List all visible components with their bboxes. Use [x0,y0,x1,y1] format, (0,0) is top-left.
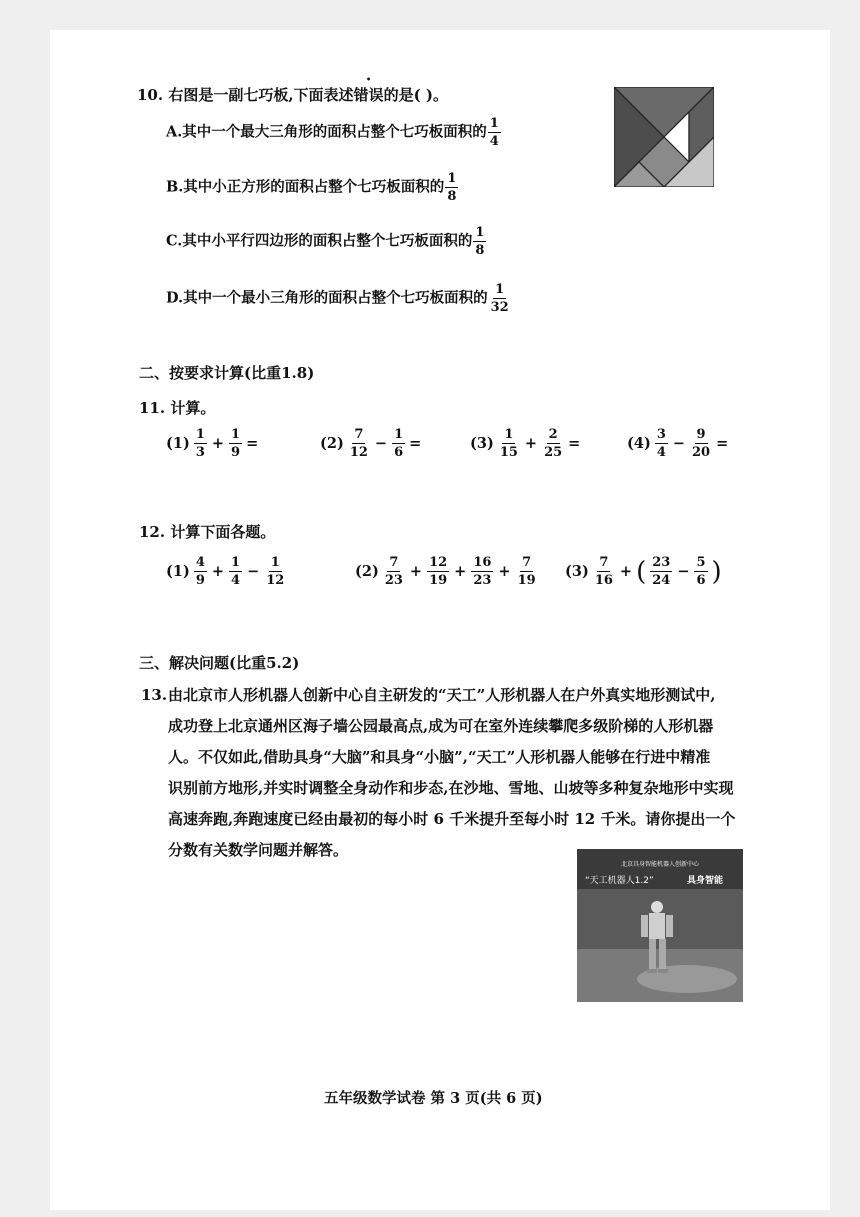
fraction: $\frac{1}{32}$ [490,282,509,315]
fraction: $\frac{1}{9}$ [231,427,241,460]
fraction: $\frac{1}{8}$ [447,171,457,204]
q12-item-2: (2) $\frac{7}{23}$ + $\frac{12}{19}$ + $\frac{16}{23}$ + $\frac{7}{19}$ [355,555,536,588]
fraction: $\frac{1}{6}$ [394,427,404,460]
exam-page [50,30,830,1210]
q12-item-1: (1) $\frac{4}{9}$ + $\frac{1}{4}$ − $\frac{1}{12}$ [166,555,285,588]
q13-line: 由北京市人形机器人创新中心自主研发的“天工”人形机器人在户外真实地形测试中, [168,686,716,704]
q13-line: 成功登上北京通州区海子墙公园最高点,成为可在室外连续攀爬多级阶梯的人形机器 [168,717,714,735]
fraction: $\frac{5}{6}$ [696,555,706,588]
q13-line: 高速奔跑,奔跑速度已经由最初的每小时 6 千米提升至每小时 12 千米。请你提出一个 [168,810,736,828]
fraction: $\frac{2}{25}$ [544,427,563,460]
fraction: $\frac{1}{3}$ [195,427,205,460]
q11-item-3: (3) $\frac{1}{15}$ + $\frac{2}{25}$ = [470,427,581,460]
q11-item-4: (4) $\frac{3}{4}$ − $\frac{9}{20}$ = [627,427,729,460]
q13-line: 识别前方地形,并实时调整全身动作和步态,在沙地、雪地、山坡等多种复杂地形中实现 [168,779,734,797]
fraction: $\frac{1}{4}$ [231,555,241,588]
fraction: $\frac{23}{24}$ [652,555,671,588]
fraction: $\frac{7}{16}$ [594,555,613,588]
fraction: $\frac{3}{4}$ [656,427,666,460]
q10-option-c: C.其中小平行四边形的面积占整个七巧板面积的 $\frac{1}{8}$ [166,225,485,258]
tangram-figure [614,87,714,187]
q12-item-3: (3) $\frac{7}{16}$ + ( $\frac{23}{24}$ − $\frac{5}{6}$ ) [565,555,722,588]
fraction: $\frac{1}{8}$ [475,225,485,258]
page-footer: 五年级数学试卷 第 3 页(共 6 页) [324,1090,543,1107]
fraction: $\frac{7}{23}$ [384,555,403,588]
q13-line: 人。不仅如此,借助具身“大脑”和具身“小脑”,“天工”人形机器人能够在行进中精准 [168,748,711,766]
fraction: $\frac{7}{12}$ [349,427,368,460]
fraction: $\frac{7}{19}$ [517,555,536,588]
q10-emphasis: 错误 [353,86,384,104]
q10-option-a: A.其中一个最大三角形的面积占整个七巧板面积的 $\frac{1}{4}$ [166,116,499,149]
fraction: $\frac{4}{9}$ [195,555,205,588]
section-2-title: 二、按要求计算(比重1.8) [139,364,315,382]
fraction: $\frac{1}{4}$ [489,116,499,149]
q10-option-d: D.其中一个最小三角形的面积占整个七巧板面积的 $\frac{1}{32}$ [166,282,509,315]
robot-icon [577,849,743,1002]
q11-item-1: (1) $\frac{1}{3}$ + $\frac{1}{9}$ = [166,427,259,460]
q10-stem: 10. 右图是一副七巧板,下面表述错误的是( )。 [137,86,448,104]
fraction: $\frac{1}{12}$ [266,555,285,588]
fraction: $\frac{12}{19}$ [429,555,448,588]
q13-text [168,680,735,866]
section-3-title: 三、解决问题(比重5.2) [139,654,300,672]
q13-line: 分数有关数学问题并解答。 [168,841,349,859]
q11-item-2: (2) $\frac{7}{12}$ − $\frac{1}{6}$ = [320,427,422,460]
q12-stem: 12. 计算下面各题。 [139,523,276,541]
fraction: $\frac{16}{23}$ [473,555,492,588]
q13-number: 13. [141,686,168,704]
fraction: $\frac{9}{20}$ [692,427,711,460]
q11-stem: 11. 计算。 [139,399,216,417]
q10-option-b: B.其中小正方形的面积占整个七巧板面积的 $\frac{1}{8}$ [166,171,457,204]
fraction: $\frac{1}{15}$ [499,427,518,460]
robot-photo: 北京具身智能机器人创新中心 “天工机器人1.2” 具身智能 [577,849,743,1002]
